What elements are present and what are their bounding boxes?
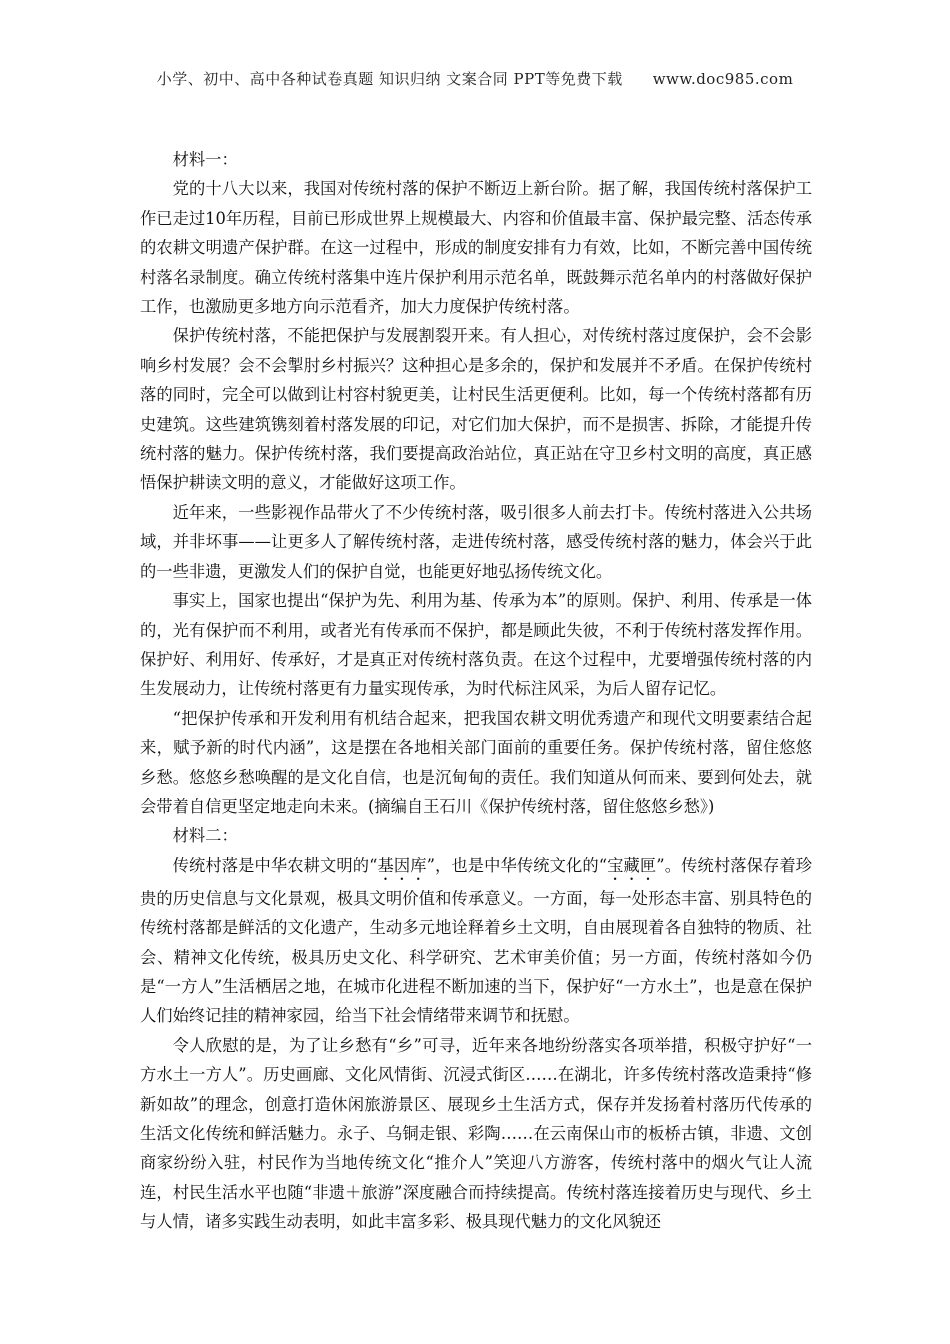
page-header (0, 68, 950, 89)
material2-p1-text-c: ”。传统村落保存着珍贵的历史信息与文化景观，极具文明价值和传承意义。一方面，每一处形态丰富、别具特色的传统村落都是鲜活的文化遗产，生动多元地诠释着乡土文明，自由展现着各自独特的物质、社会、精神文化传统，极具历史文化、科学研究、艺术审美价值；另一方面，传统村落如今仍是“一方人”生活栖居之地，在城市化进程不断加速的当下，保护好“一方水土”，也是意在保护人们始终记挂的精神家园，给当下社会情绪带来调节和抚慰。 (140, 855, 812, 1026)
material2-paragraph-2: 令人欣慰的是，为了让乡愁有“乡”可寻，近年来各地纷纷落实各项举措，积极守护好“一方水土一方人”。历史画廊、文化风情街、沉浸式街区……在湖北，许多传统村落改造秉持“修新如故”的理念，创意打造休闲旅游景区、展现乡土生活方式，保存并发扬着村落历代传承的生活文化传统和鲜活魅力。永子、乌铜走银、彩陶……在云南保山市的板桥古镇，非遗、文创商家纷纷入驻，村民作为当地传统文化“推介人”笑迎八方游客，传统村落中的烟火气让人流连，村民生活水平也随“非遗＋旅游”深度融合而持续提高。传统村落连接着历史与现代、乡土与人情，诸多实践生动表明，如此丰富多彩、极具现代魅力的文化风貌还 (140, 1035, 812, 1232)
material2-p1-text-b: ”，也是中华传统文化的“ (426, 855, 608, 875)
header-tagline: 小学、初中、高中各种试卷真题 知识归纳 文案合同 PPT等免费下载 (156, 70, 623, 88)
material1-paragraph-2: 保护传统村落，不能把保护与发展割裂开来。有人担心，对传统村落过度保护，会不会影响乡村发展？会不会掣肘乡村振兴？这种担心是多余的，保护和发展并不矛盾。在保护传统村落的同时，完全可以做到让村容村貌更美，让村民生活更便利。比如，每一个传统村落都有历史建筑。这些建筑镌刻着村落发展的印记，对它们加大保护，而不是损害、拆除，才能提升传统村落的魅力。保护传统村落，我们要提高政治站位，真正站在守卫乡村文明的高度，真正感悟保护耕读文明的意义，才能做好这项工作。 (140, 326, 812, 493)
emphasized-term-treasure-box: 宝藏匣 (607, 855, 657, 875)
material1-paragraph-4: 事实上，国家也提出“保护为先、利用为基、传承为本”的原则。保护、利用、传承是一体的，光有保护而不利用，或者光有传承而不保护，都是顾此失彼，不利于传统村落发挥作用。保护好、利用好、传承好，才是真正对传统村落负责。在这个过程中，尤要增强传统村落的内生发展动力，让传统村落更有力量实现传承，为时代标注风采，为后人留存记忆。 (140, 591, 812, 699)
material1-paragraph-3: 近年来，一些影视作品带火了不少传统村落，吸引很多人前去打卡。传统村落进入公共场域，并非坏事——让更多人了解传统村落，走进传统村落，感受传统村落的魅力，体会兴于此的一些非遗，更激发人们的保护自觉，也能更好地弘扬传统文化。 (140, 502, 812, 581)
material1-paragraph-5: “把保护传承和开发利用有机结合起来，把我国农耕文明优秀遗产和现代文明要素结合起来，赋予新的时代内涵”，这是摆在各地相关部门面前的重要任务。保护传统村落，留住悠悠乡愁。悠悠乡愁唤醒的是文化自信，也是沉甸甸的责任。我们知道从何而来、要到何处去，就会带着自信更坚定地走向未来。(摘编自王石川《保护传统村落，留住悠悠乡愁》) (140, 708, 812, 816)
material1-label: 材料一： (172, 150, 238, 169)
header-site-url[interactable]: www.doc985.com (652, 70, 794, 88)
article-body (140, 145, 812, 1237)
material2-paragraph-1 (140, 851, 812, 1031)
material2-p1-text-a: 传统村落是中华农耕文明的“ (172, 855, 378, 875)
material2-label: 材料二： (172, 826, 238, 846)
emphasized-term-gene-bank: 基因库 (377, 855, 427, 875)
material1-paragraph-1: 党的十八大以来，我国对传统村落的保护不断迈上新台阶。据了解，我国传统村落保护工作已走过10年历程，目前已形成世界上规模最大、内容和价值最丰富、保护最完整、活态传承的农耕文明遗产保护群。在这一过程中，形成的制度安排有力有效，比如，不断完善中国传统村落名录制度。确立传统村落集中连片保护利用示范名单，既鼓舞示范名单内的村落做好保护工作，也激励更多地方向示范看齐，加大力度保护传统村落。 (140, 179, 812, 317)
